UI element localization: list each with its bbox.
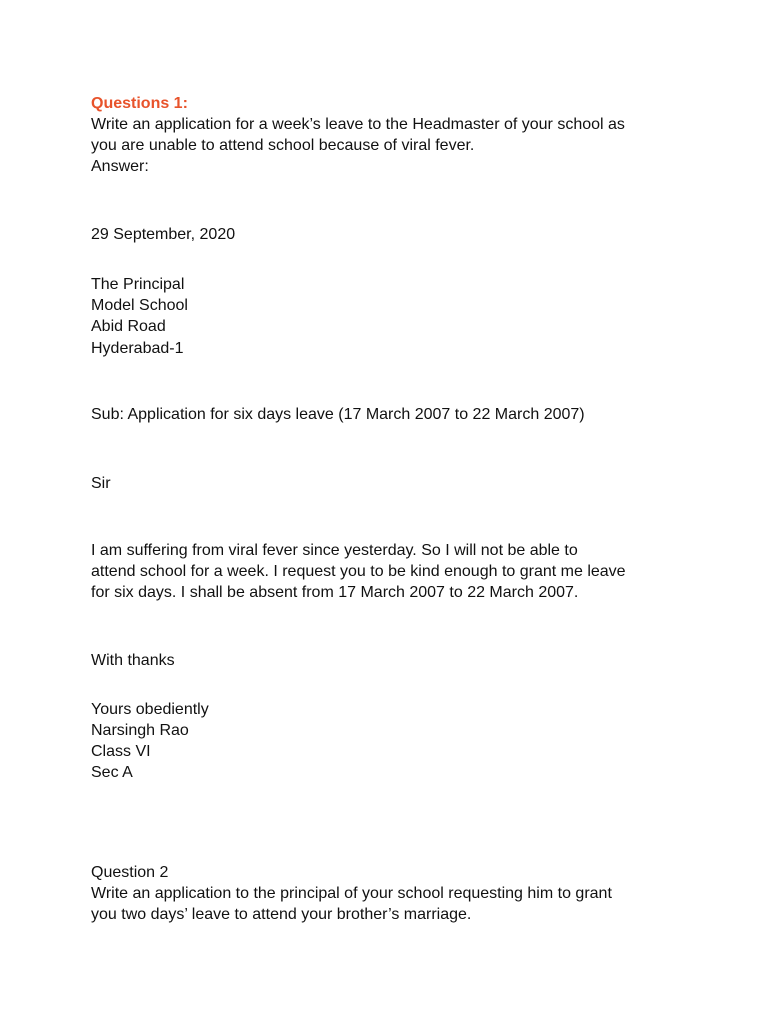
signature-line: Yours obediently [91, 701, 209, 718]
question-1-prompt-line: Write an application for a week’s leave to the Headmaster of your school as [91, 116, 625, 133]
answer-label: Answer: [91, 158, 149, 175]
letter-body-line: for six days. I shall be absent from 17 March 2007 to 22 March 2007. [91, 584, 579, 601]
signature-line: Class VI [91, 743, 151, 760]
letter-closing: With thanks [91, 652, 175, 669]
address-line: Hyderabad-1 [91, 340, 184, 357]
letter-subject: Sub: Application for six days leave (17 March 2007 to 22 March 2007) [91, 406, 585, 423]
signature-line: Narsingh Rao [91, 722, 189, 739]
question-1-heading: Questions 1: [91, 95, 188, 112]
letter-body-line: I am suffering from viral fever since yesterday. So I will not be able to [91, 542, 578, 559]
signature-line: Sec A [91, 764, 133, 781]
letter-date: 29 September, 2020 [91, 226, 236, 243]
question-2-heading: Question 2 [91, 864, 169, 881]
question-2-prompt-line: you two days’ leave to attend your brother’s marriage. [91, 906, 472, 923]
question-2-prompt-line: Write an application to the principal of your school requesting him to grant [91, 885, 612, 902]
letter-salutation: Sir [91, 475, 111, 492]
address-line: Abid Road [91, 318, 166, 335]
address-line: Model School [91, 297, 188, 314]
letter-body-line: attend school for a week. I request you to be kind enough to grant me leave [91, 563, 626, 580]
question-1-prompt-line: you are unable to attend school because of viral fever. [91, 137, 475, 154]
address-line: The Principal [91, 276, 185, 293]
